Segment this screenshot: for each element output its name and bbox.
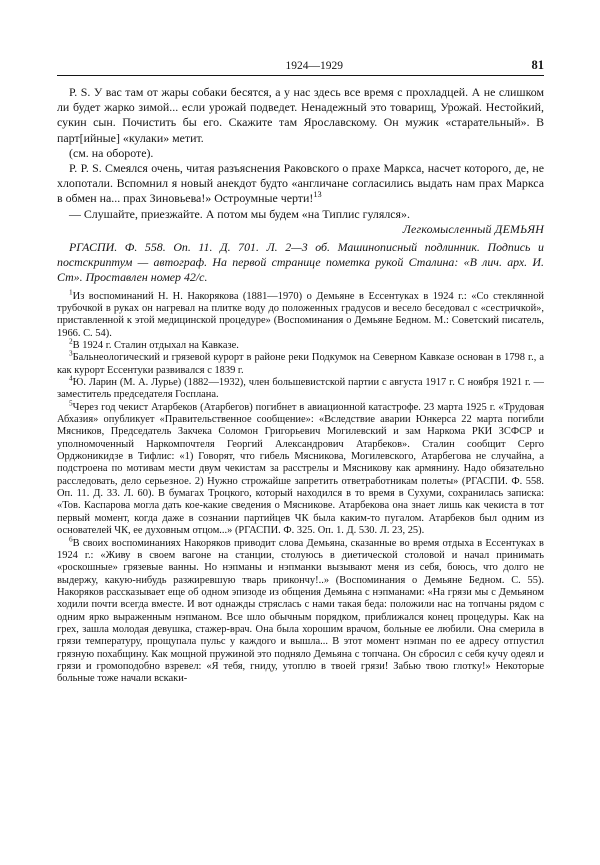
footnote-1 bbox=[57, 287, 544, 340]
footnote-number: 2 bbox=[69, 336, 73, 346]
footnote-text: В 1924 г. Сталин отдыхал на Кавказе. bbox=[72, 340, 239, 352]
footnote-text: Ю. Ларин (М. А. Лурье) (1882—1932), член большевистской партии с августа 1917 г. С ноября 1921 г. — заместитель председателя Госплана. bbox=[57, 377, 544, 401]
footnote-3 bbox=[57, 348, 544, 377]
footnotes bbox=[57, 287, 544, 686]
footnote-number: 4 bbox=[69, 373, 73, 383]
letter-paragraph-see-reverse bbox=[57, 146, 544, 161]
footnote-text: Через год чекист Атарбеков (Атарбегов) погибнет в авиационной катастрофе. 23 марта 1925 г. «Трудовая Абхазия» опубликует «Правительственное сообщение»: «Вследствие аварии Юнкерса 22 марта погибли Мясников, Председатель Закчека Соломон Григорьевич Могилевский и зам Наркома РКИ ЗСФСР и уполномоченный Наркомпочтеля Георгий Александрович Атарбеков». Сталин сообщит Серго Орджоникидзе в Тифлис: «1) Говорят, что гибель Мясникова, Могилевского, Атарбегова не случайна, а подстроена по мотивам мести двум чекистам за расстрелы и Мясникову как армянину. Надо обязательно расследовать, дело серьезное. 2) Нужно строжайше запретить ответработникам полеты» (РГАСПИ. Ф. 558. Оп. 11. Д. 33. Л. 60). В бумагах Троцкого, который находился в то время в Сухуми, сохранилась записка: «Тов. Каспарова могла дать кое-какие сведения о Мясникове. Атарбекова она знает лишь как чекиста в тот первый момент, когда даже в сознании партийцев ЧК была каким-то пугалом. Атарбеков был одним из основателей ЧК, ее духовным отцом...» (РГАСПИ. Ф. 325. Оп. 1. Д. 530. Л. 23, 25). bbox=[57, 401, 544, 537]
running-header-years: 1924—1929 bbox=[285, 60, 343, 72]
footnote-marker-13: 13 bbox=[313, 190, 322, 200]
running-header bbox=[57, 58, 544, 76]
footnote-text: Бальнеологический и грязевой курорт в районе реки Подкумок на Северном Кавказе основан в 1798 г., а как курорт Ессентуки развивался с 1839 г. bbox=[57, 352, 544, 376]
see-reverse-text: (см. на обороте). bbox=[69, 145, 154, 160]
letter-paragraph-pps bbox=[57, 161, 544, 207]
footnote-number: 5 bbox=[69, 398, 73, 408]
footnote-number: 6 bbox=[69, 534, 73, 544]
letter-paragraph-closing: — Слушайте, приезжайте. А потом мы будем «на Типлис гулялся». bbox=[69, 206, 410, 221]
footnote-4 bbox=[57, 373, 544, 402]
archive-reference: РГАСПИ. Ф. 558. Оп. 11. Д. 701. Л. 2—3 об. Машинописный подлинник. Подпись и постскриптум — автограф. На первой странице пометка рукой Сталина: «В лич. арх. И. Ст». Проставлен номер 42/с. bbox=[57, 240, 544, 285]
pps-text: P. P. S. Смеялся очень, читая разъяснения Раковского о прахе Маркса, насчет которого, де, не хлопотали. Вспомнил я новый анекдот будто «англичане согласились выдать нам прах Маркса в обмен на... прах Зиновьева!» Остроумные черти! bbox=[57, 161, 544, 206]
signature: Легкомысленный ДЕМЬЯН bbox=[402, 221, 544, 236]
letter-body bbox=[57, 85, 544, 286]
footnote-6 bbox=[57, 534, 544, 686]
footnote-2 bbox=[57, 336, 544, 352]
footnote-number: 3 bbox=[69, 348, 73, 358]
page-number: 81 bbox=[531, 58, 544, 72]
book-page bbox=[57, 58, 544, 686]
letter-paragraph-ps: P. S. У вас там от жары собаки бесятся, а у нас здесь все время с прохладцей. А не слишком ли будет жарко зимой... если урожай подведет. Ненадежный это товарищ, Урожай. Нестойкий, сукин сын. Почистить бы его. Скажите там Ярославскому. Он мужик «старательный». В парт[ийные] «кулаки» метит. bbox=[57, 85, 544, 145]
footnote-5 bbox=[57, 398, 544, 538]
footnote-text: В своих воспоминаниях Накоряков приводит слова Демьяна, сказанные во время отдыха в Ессентуках в 1924 г.: «Живу в своем вагоне на станции, столуюсь в диетической столовой и начал принимать «роскошные» грязевые ванны. Но нэпманы и нэпманки вызывают меня из себя, боюсь, что долго не выдержу, какую-нибудь разжиревшую тварь прикончу!..» (Воспоминания о Демьяне Бедном. С. 55). Накоряков рассказывает еще об одном эпизоде из общения Демьяна с нэпманами: «На грязи мы с Демьяном ходили почти всегда вместе. И вот однажды стряслась с нами такая беда: положили нас на топчаны рядом с одним ярко выраженным нэпманом. Все шло обычным порядком, приближался конец процедуры. Как на грех, зашла молодая девушка, стажер-врач. Она была хорошим врачом, больные ее любили. Она смерила в грязи температуру, прощупала пульс у каждого и вышла... В этот момент нэпман по ее адресу отпустил грязную похабщину. Как мощной пружиной это подняло Демьяна с топчана. Он сбросил с себя кучу одеял и грязи и громоподобно взревел: «Я тебя, гниду, утоплю в твоей грязи! Забью твою глотку!» Некоторые больные тоже начали вскаки- bbox=[57, 537, 544, 685]
footnote-text: Из воспоминаний Н. Н. Накорякова (1881—1970) о Демьяне в Ессентуках в 1924 г.: «Со стеклянной трубочкой в руках он нагревал на плитке воду до положенных градусов и весело беседовал с «сестричкой», приставленной к этой медицинской процедуре» (Воспоминания о Демьяне Бедном. М.: Советский писатель, 1966. С. 54). bbox=[57, 290, 544, 339]
footnote-number: 1 bbox=[69, 287, 73, 297]
